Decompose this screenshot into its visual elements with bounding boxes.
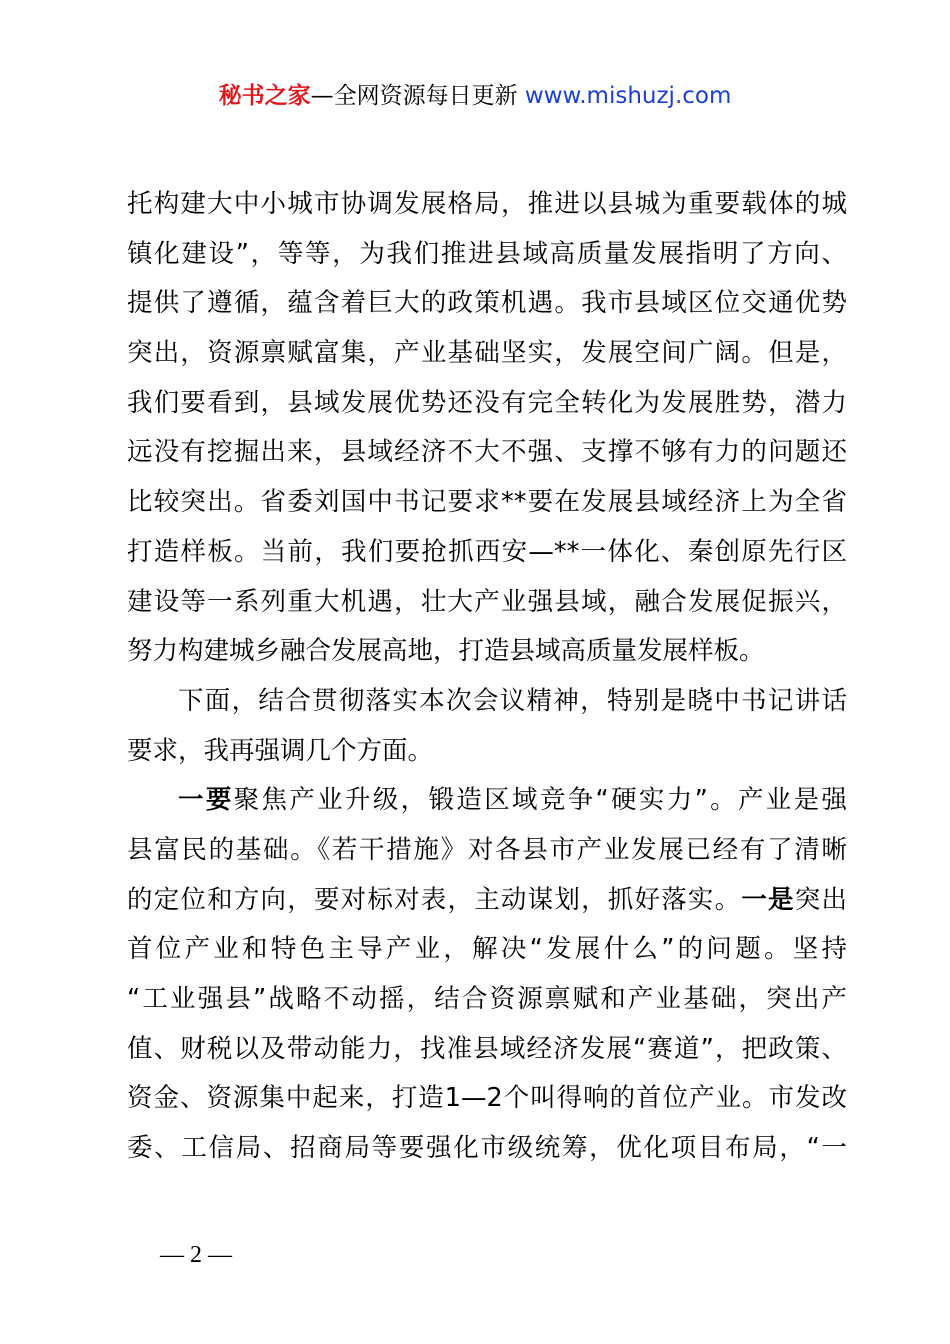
text-line: 提供了遵循，蕴含着巨大的政策机遇。我市县域区位交通优势 — [127, 288, 847, 319]
text-line: 下面，结合贯彻落实本次会议精神，特别是晓中书记讲话 — [178, 685, 847, 716]
text-span: 聚焦产业升级，锻造区域竞争“硬实力”。产业是强 — [233, 785, 847, 816]
text-line: 资金、资源集中起来，打造1—2个叫得响的首位产业。市发改 — [127, 1083, 847, 1114]
document-body — [127, 180, 847, 1174]
text-line: 远没有挖掘出来，县域经济不大不强、支撑不够有力的问题还 — [127, 437, 847, 468]
text-line: 值、财税以及带动能力，找准县域经济发展“赛道”，把政策、 — [127, 1033, 847, 1064]
page-number: — 2 — — [160, 1242, 232, 1268]
text-line: “工业强县”战略不动摇，结合资源禀赋和产业基础，突出产 — [127, 984, 847, 1014]
site-url[interactable]: www.mishuzj.com — [524, 83, 732, 109]
text-line: 要求，我再强调几个方面。 — [127, 735, 434, 766]
text-span: 突出 — [794, 884, 847, 915]
text-line — [127, 776, 847, 826]
text-line: 比较突出。省委刘国中书记要求**要在发展县域经济上为全省 — [127, 487, 847, 518]
text-line: 努力构建城乡融合发展高地，打造县域高质量发展样板。 — [127, 636, 765, 667]
bold-lead: 一是 — [741, 884, 795, 915]
site-header — [0, 80, 950, 112]
text-line: 打造样板。当前，我们要抢抓西安—**一体化、秦创原先行区 — [127, 536, 847, 567]
text-line: 镇化建设”，等等，为我们推进县域高质量发展指明了方向、 — [127, 238, 847, 269]
text-line — [127, 876, 847, 926]
text-line: 建设等一系列重大机遇，壮大产业强县域，融合发展促振兴， — [127, 586, 847, 617]
text-span: 的定位和方向，要对标对表，主动谋划，抓好落实。 — [127, 884, 742, 915]
text-line: 突出，资源禀赋富集，产业基础坚实，发展空间广阔。但是， — [127, 338, 847, 369]
text-line: 托构建大中小城市协调发展格局，推进以县城为重要载体的城 — [127, 189, 847, 219]
text-line: 首位产业和特色主导产业，解决“发展什么”的问题。坚持 — [127, 934, 847, 965]
header-slogan: —全网资源每日更新 — [310, 83, 518, 109]
text-line: 委、工信局、招商局等要强化市级统筹，优化项目布局，“一 — [127, 1133, 847, 1164]
text-line: 县富民的基础。《若干措施》对各县市产业发展已经有了清晰 — [127, 834, 847, 865]
brand-name: 秘书之家 — [218, 83, 311, 109]
text-line: 我们要看到，县域发展优势还没有完全转化为发展胜势，潜力 — [127, 387, 847, 418]
bold-lead: 一要 — [178, 785, 234, 816]
